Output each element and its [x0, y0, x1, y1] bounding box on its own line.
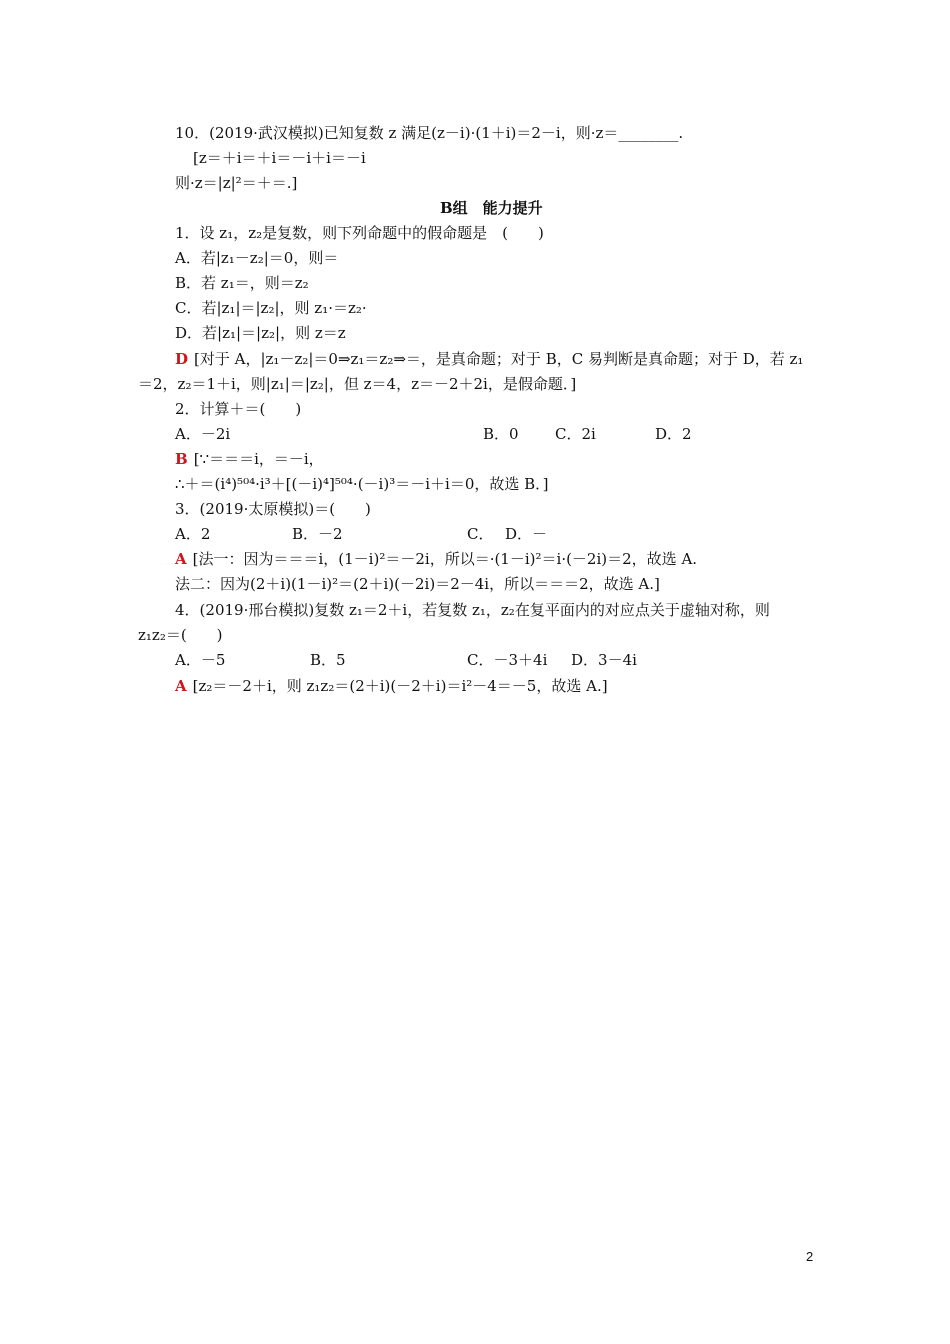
q4-option-b: B．5: [310, 651, 346, 669]
q4-solution: A [z₂＝－2＋i，则 z₁z₂＝(2＋i)(－2＋i)＝i²－4＝－5，故选 A.]: [175, 677, 608, 695]
q1-option-a: A．若|z₁－z₂|＝0，则＝: [175, 249, 339, 267]
q2-stem: 2．计算＋＝( ): [175, 400, 302, 418]
answer-letter: A: [175, 677, 187, 695]
q3-solution-line2: 法二：因为(2＋i)(1－i)²＝(2＋i)(－2i)＝2－4i，所以＝＝＝2，故选 A.]: [175, 575, 660, 593]
q1-solution-line1: D [对于 A，|z₁－z₂|＝0⇒z₁＝z₂⇒＝，是真命题；对于 B，C 易判断是真命题；对于 D，若 z₁: [175, 350, 804, 368]
q10-stem: 10．(2019·武汉模拟)已知复数 z 满足(z－i)·(1＋i)＝2－i，则·z＝________.: [175, 124, 684, 142]
q3-option-a: A．2: [175, 525, 211, 543]
answer-letter: A: [175, 550, 187, 568]
q2-option-c: C．2i: [555, 425, 596, 443]
q10-solution-line2: 则·z＝|z|²＝＋＝.]: [175, 174, 298, 192]
q1-option-b: B．若 z₁＝，则＝z₂: [175, 274, 309, 292]
q1-option-d: D．若|z₁|＝|z₂|，则 z＝z: [175, 324, 346, 342]
q2-solution-line2: ∴＋＝(i⁴)⁵⁰⁴·i³＋[(－i)⁴]⁵⁰⁴·(－i)³＝－i＋i＝0，故选 B．]: [175, 475, 549, 493]
q3-stem: 3．(2019·太原模拟)＝( ): [175, 500, 371, 518]
answer-letter: B: [175, 450, 188, 468]
answer-letter: D: [175, 350, 189, 368]
q1-option-c: C．若|z₁|＝|z₂|，则 z₁·＝z₂·: [175, 299, 367, 317]
q2-option-b: B．0: [483, 425, 519, 443]
q2-option-d: D．2: [655, 425, 692, 443]
q1-solution-line2: ＝2，z₂＝1＋i，则|z₁|＝|z₂|，但 z＝4，z＝－2＋2i，是假命题．]: [138, 375, 577, 393]
q4-stem-cont: z₁z₂＝( ): [138, 626, 223, 644]
q4-option-d: D．3－4i: [571, 651, 637, 669]
q3-solution-line1: A [法一：因为＝＝＝i，(1－i)²＝－2i，所以＝·(1－i)²＝i·(－2i)＝2，故选 A.: [175, 550, 698, 568]
page-number: 2: [806, 1249, 814, 1264]
q10-solution-line1: [z＝＋i＝＋i＝－i＋i＝－i: [193, 149, 366, 167]
q3-option-c: C．: [467, 525, 494, 543]
q2-solution-line1: B [∵＝＝＝i，＝－i，: [175, 450, 324, 468]
q1-stem: 1．设 z₁，z₂是复数，则下列命题中的假命题是 ( ): [175, 224, 544, 242]
q4-stem: 4．(2019·邢台模拟)复数 z₁＝2＋i，若复数 z₁，z₂在复平面内的对应点关于虚轴对称，则: [175, 601, 770, 619]
section-heading: B组 能力提升: [440, 199, 543, 217]
q3-option-b: B．－2: [292, 525, 343, 543]
q4-option-a: A．－5: [175, 651, 226, 669]
q4-option-c: C．－3＋4i: [467, 651, 548, 669]
q2-option-a: A．－2i: [175, 425, 231, 443]
q3-option-d: D．－: [505, 525, 548, 543]
